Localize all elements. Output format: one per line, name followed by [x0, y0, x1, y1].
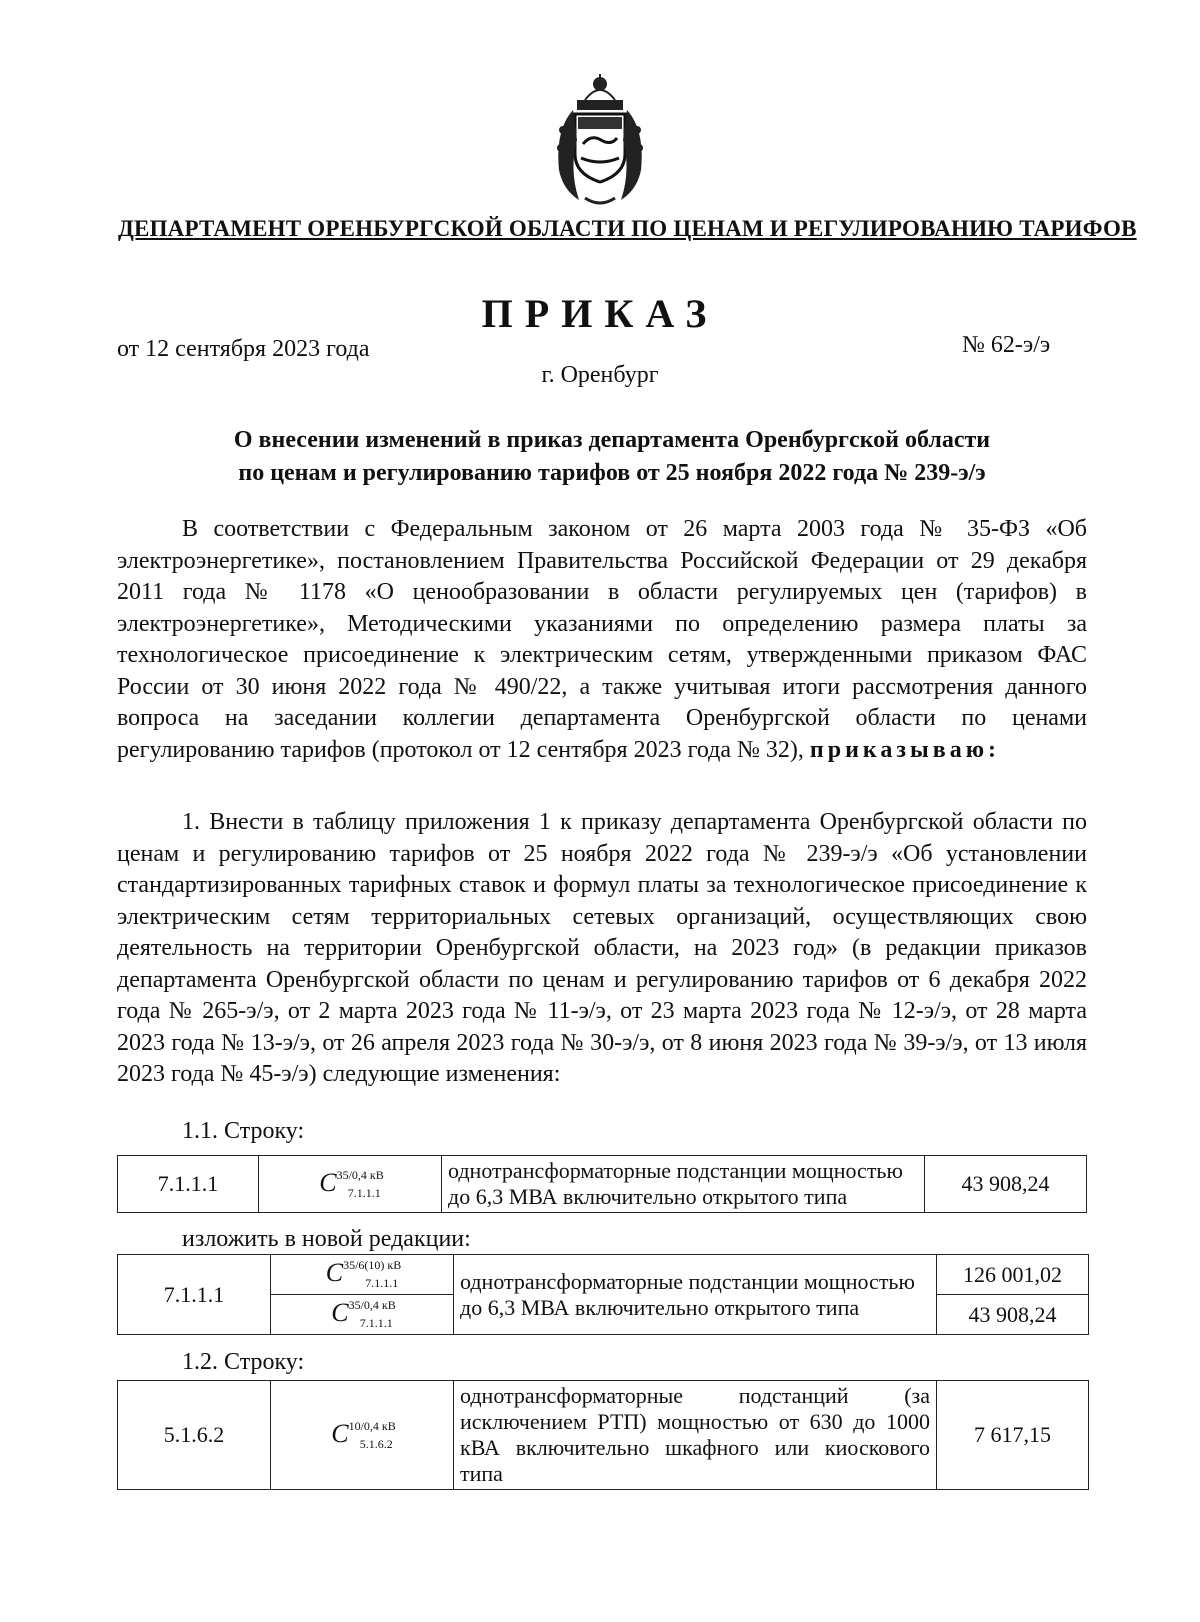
- section-1-2-table: [117, 1380, 1089, 1490]
- row-code: 7.1.1.1: [118, 1255, 271, 1335]
- document-city: г. Оренбург: [541, 362, 659, 388]
- row-value-1: 126 001,02: [937, 1255, 1089, 1295]
- preamble-text: В соответствии с Федеральным законом от 26 марта 2003 года № 35-ФЗ «Об электроэнергетике», постановлением Правительства Российской Федерации от 29 декабря 2011 года № 1178 «О ценообразовании в области регулируемых цен (тарифов) в электроэнергетике», Методическими указаниями по определению размера платы за технологическое присоединение к электрическим сетям, утвержденными приказом ФАС России от 30 июня 2022 года № 490/22, а также учитывая итоги рассмотрения данного вопроса на заседании коллегии департамента Оренбургской области по ценами регулированию тарифов (протокол от 12 сентября 2023 года № 32),: [117, 516, 1087, 763]
- row-formula: $C^{10/0,4 кВ}_{5.1.6.2}$: [271, 1381, 454, 1490]
- section-1-2-label: 1.2. Строку:: [182, 1349, 305, 1375]
- row-description: однотрансформаторные подстанции мощностью до 6,3 МВА включительно открытого типа: [442, 1156, 925, 1213]
- item-1-paragraph: [117, 807, 1087, 1091]
- table-row: [118, 1255, 1089, 1295]
- title-line-1: О внесении изменений в приказ департамента Оренбургской области: [233, 427, 991, 453]
- order-word: приказываю:: [809, 736, 1001, 763]
- table-row: [118, 1156, 1087, 1213]
- row-description: однотрансформаторные подстанций (за исключением РТП) мощностью от 630 до 1000 кВА включительно шкафного или киоскового типа: [454, 1381, 937, 1490]
- section-1-1-label: 1.1. Строку:: [182, 1118, 305, 1144]
- row-value: 43 908,24: [925, 1156, 1087, 1213]
- new-row-table: [117, 1254, 1089, 1335]
- department-name: ДЕПАРТАМЕНТ ОРЕНБУРГСКОЙ ОБЛАСТИ ПО ЦЕНАМ И РЕГУЛИРОВАНИЮ ТАРИФОВ: [118, 216, 1137, 241]
- new-edition-label: изложить в новой редакции:: [182, 1226, 471, 1252]
- preamble-paragraph: [117, 514, 1087, 766]
- document-type: ПРИКАЗ: [481, 291, 719, 336]
- row-formula-2: $C^{35/0,4 кВ}_{7.1.1.1}$: [271, 1295, 454, 1335]
- row-description: однотрансформаторные подстанции мощностью до 6,3 МВА включительно открытого типа: [454, 1255, 937, 1335]
- document-number: № 62-э/э: [962, 332, 1051, 358]
- row-code: 7.1.1.1: [118, 1156, 259, 1213]
- document-date: от 12 сентября 2023 года: [117, 336, 370, 362]
- title-line-2: по ценам и регулированию тарифов от 25 ноября 2022 года № 239-э/э: [238, 460, 986, 486]
- table-row: [118, 1381, 1089, 1490]
- old-row-table: [117, 1155, 1087, 1213]
- row-value-2: 43 908,24: [937, 1295, 1089, 1335]
- row-formula-1: $C^{35/6(10) кВ}_{7.1.1.1}$: [271, 1255, 454, 1295]
- row-value: 7 617,15: [937, 1381, 1089, 1490]
- row-formula: $C^{35/0,4 кВ}_{7.1.1.1}$: [259, 1156, 442, 1213]
- item-1-text: 1. Внести в таблицу приложения 1 к приказу департамента Оренбургской области по ценам и регулированию тарифов от 25 ноября 2022 года № 239-э/э «Об установлении стандартизированных тарифных ставок и формул платы за технологическое присоединение к электрическим сетям территориальных сетевых организаций, осуществляющих свою деятельность на территории Оренбургской области, на 2023 год» (в редакции приказов департамента Оренбургской области по ценам и регулированию тарифов от 6 декабря 2022 года № 265-э/э, от 2 марта 2023 года № 11-э/э, от 23 марта 2023 года № 12-э/э, от 28 марта 2023 года № 13-э/э, от 26 апреля 2023 года № 30-э/э, от 8 июня 2023 года № 39-э/э, от 13 июля 2023 года № 45-э/э) следующие изменения:: [117, 809, 1087, 1087]
- row-code: 5.1.6.2: [118, 1381, 271, 1490]
- document-title: [117, 424, 1107, 490]
- coat-of-arms-emblem: [545, 70, 655, 210]
